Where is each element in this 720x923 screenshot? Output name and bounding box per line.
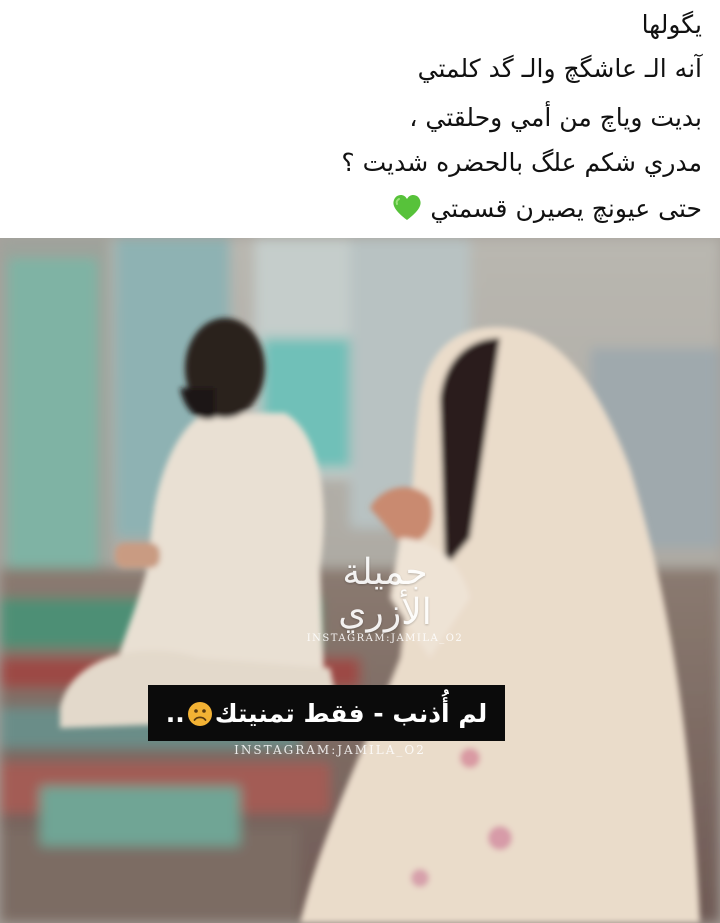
quote-suffix: .. bbox=[165, 698, 185, 728]
quote-banner bbox=[148, 685, 505, 741]
post-photo bbox=[0, 238, 720, 923]
instagram-handle: INSTAGRAM:JAMILA_O2 bbox=[234, 743, 426, 757]
watermark-logo bbox=[300, 553, 470, 645]
watermark-handle: INSTAGRAM:JAMILA_O2 bbox=[306, 633, 464, 644]
quote-text: لم أُذنب - فقط تمنيتك bbox=[214, 698, 488, 728]
caption-line-2: آنه الـ عاشگچ والـ گد كلمتي bbox=[417, 54, 702, 83]
green-heart-icon bbox=[392, 193, 422, 221]
caption-line-3: بديت وياچ من أمي وحلقتي ، bbox=[409, 103, 702, 132]
sad-face-icon bbox=[187, 701, 213, 727]
caption-line-4: مدري شكم علگ بالحضره شديت ؟ bbox=[341, 148, 702, 177]
caption-line-5 bbox=[392, 192, 702, 226]
watermark-logo-text: جميلة الأزري bbox=[338, 552, 432, 633]
post-caption bbox=[0, 0, 720, 238]
caption-line-5-text: حتى عيونچ يصيرن قسمتي bbox=[430, 194, 702, 223]
caption-line-1: يگولها bbox=[641, 10, 702, 39]
quote-banner-text bbox=[166, 699, 488, 728]
